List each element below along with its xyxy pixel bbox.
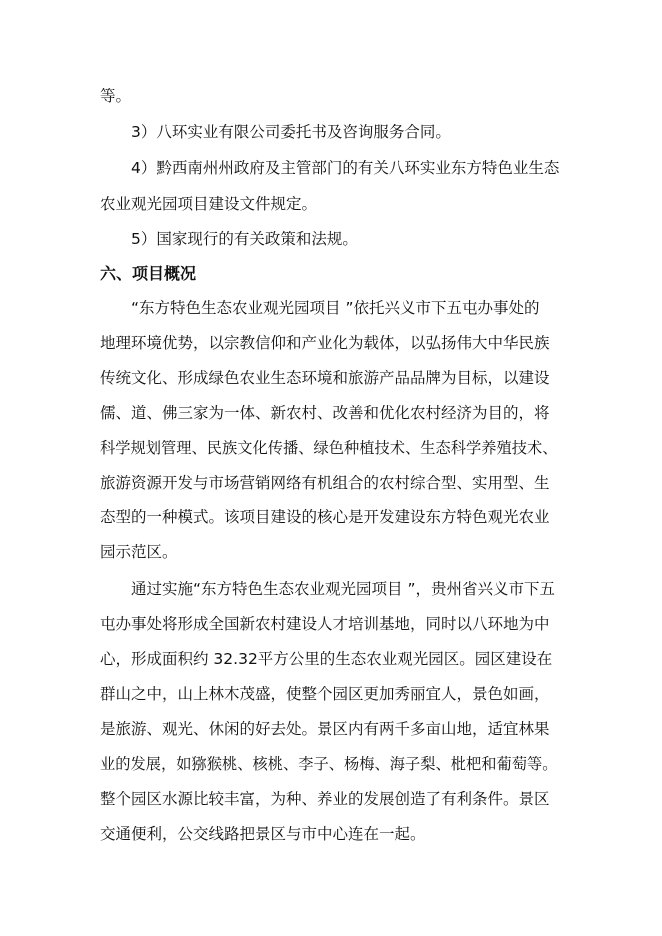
list-item-5: 5）国家现行的有关政策和法规。 bbox=[131, 230, 358, 248]
paragraph-line: 科学规划管理、民族文化传播、绿色种植技术、生态科学养殖技术、 bbox=[100, 439, 558, 457]
paragraph-line: 旅游资源开发与市场营销网络有机组合的农村综合型、实用型、生 bbox=[100, 474, 550, 492]
paragraph-line: 整个园区水源比较丰富，为种、养业的发展创造了有利条件。景区 bbox=[100, 790, 550, 808]
paragraph-line: 传统文化、形成绿色农业生态环境和旅游产品品牌为目标，以建设 bbox=[100, 369, 550, 387]
paragraph-line: 交通便利，公交线路把景区与市中心连在一起。 bbox=[100, 825, 426, 843]
list-item-3: 3）八环实业有限公司委托书及咨询服务合同。 bbox=[131, 123, 451, 141]
paragraph-line: “东方特色生态农业观光园项目 ”依托兴义市下五屯办事处的 bbox=[131, 299, 540, 317]
paragraph-line: 态型的一种模式。该项目建设的核心是开发建设东方特色观光农业 bbox=[100, 508, 550, 526]
section-heading: 六、项目概况 bbox=[100, 264, 197, 283]
paragraph-line: 业的发展，如猕猴桃、核桃、李子、杨梅、海子梨、枇杷和葡萄等。 bbox=[100, 755, 558, 773]
paragraph-line: 通过实施“东方特色生态农业观光园项目 ”，贵州省兴义市下五 bbox=[131, 580, 555, 598]
paragraph-line: 是旅游、观光、休闲的好去处。景区内有两千多亩山地，适宜林果 bbox=[100, 720, 550, 738]
paragraph-line: 心，形成面积约 32.32平方公里的生态农业观光园区。园区建设在 bbox=[100, 650, 553, 668]
paragraph-line: 儒、道、佛三家为一体、新农村、改善和优化农村经济为目的，将 bbox=[100, 404, 550, 422]
paragraph-line: 屯办事处将形成全国新农村建设人才培训基地，同时以八环地为中 bbox=[100, 615, 550, 633]
paragraph-line: 地理环境优势，以宗教信仰和产业化为载体，以弘扬伟大中华民族 bbox=[100, 334, 550, 352]
text-line: 等。 bbox=[100, 87, 132, 105]
paragraph-line: 园示范区。 bbox=[100, 543, 178, 561]
list-item-4: 4）黔西南州州政府及主管部门的有关八环实业东方特色业生态 bbox=[131, 159, 560, 177]
paragraph-line: 群山之中，山上林木茂盛，使整个园区更加秀丽宜人，景色如画， bbox=[100, 685, 550, 703]
text-line: 农业观光园项目建设文件规定。 bbox=[100, 195, 318, 213]
